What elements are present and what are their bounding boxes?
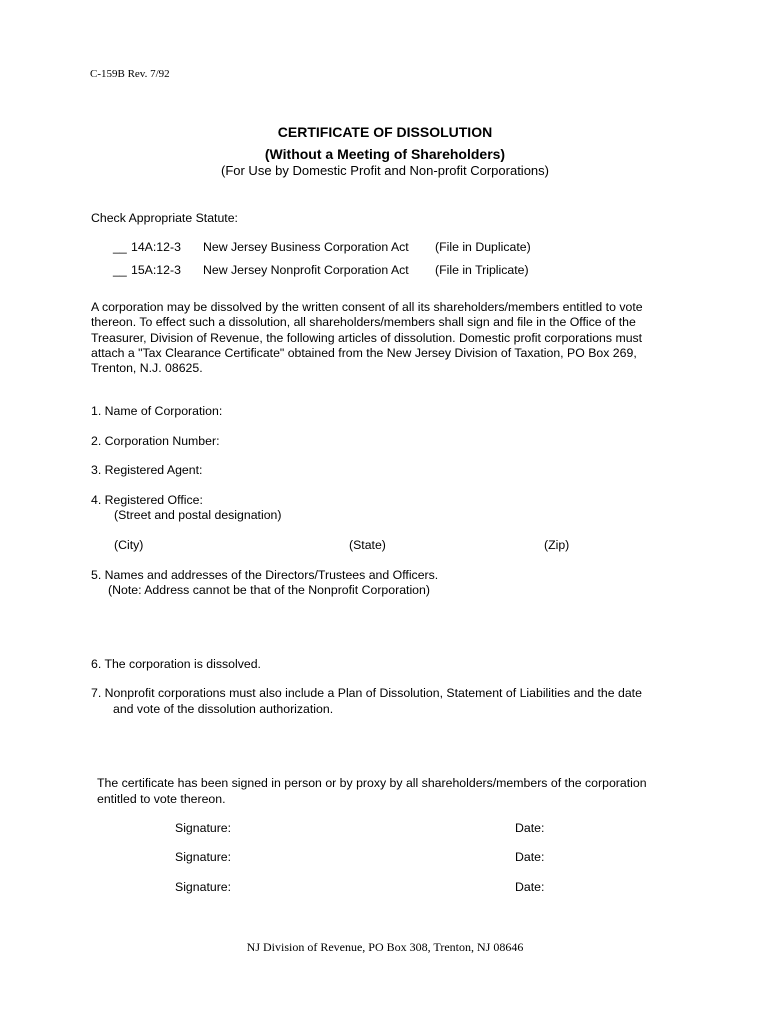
use-note: (For Use by Domestic Profit and Non-profit Corporations)	[220, 163, 549, 178]
signature-label-2: Signature:	[175, 850, 232, 864]
intro-line: Treasurer, Division of Revenue, the following articles of dissolution. Domestic profit corporations must	[91, 330, 643, 345]
intro-paragraph	[91, 300, 643, 376]
intro-line: attach a "Tax Clearance Certificate" obtained from the New Jersey Division of Taxation, PO Box 269,	[91, 345, 637, 360]
certification-line: The certificate has been signed in person or by proxy by all shareholders/members of the corporation	[97, 776, 647, 790]
statute-code: 14A:12-3	[131, 240, 181, 254]
statute-checkbox-blank[interactable]: __	[113, 240, 127, 254]
statute-filing: (File in Duplicate)	[435, 240, 531, 254]
intro-line: Trenton, N.J. 08625.	[91, 361, 203, 376]
statute-filing: (File in Triplicate)	[435, 263, 529, 277]
signature-label-1: Signature:	[175, 821, 232, 835]
document-title: CERTIFICATE OF DISSOLUTION	[277, 124, 493, 140]
item-nonprofit-plan: 7. Nonprofit corporations must also include a Plan of Dissolution, Statement of Liabilities and the date	[91, 686, 642, 700]
form-code: C-159B Rev. 7/92	[90, 68, 170, 80]
zip-label: (Zip)	[544, 538, 570, 552]
item-corporation-number: 2. Corporation Number:	[91, 434, 220, 448]
footer-address: NJ Division of Revenue, PO Box 308, Trenton, NJ 08646	[246, 940, 524, 954]
state-label: (State)	[349, 538, 386, 552]
document-subtitle: (Without a Meeting of Shareholders)	[264, 146, 506, 162]
intro-line: A corporation may be dissolved by the written consent of all its shareholders/members entitled to vote	[91, 300, 643, 314]
date-label-1: Date:	[515, 821, 545, 835]
statute-code: 15A:12-3	[131, 263, 181, 277]
signature-label-3: Signature:	[175, 880, 232, 894]
city-label: (City)	[114, 538, 144, 552]
item-directors-officers: 5. Names and addresses of the Directors/Trustees and Officers.	[91, 568, 439, 582]
registered-office-sub: (Street and postal designation)	[114, 508, 282, 522]
statute-checkbox-blank[interactable]: __	[113, 263, 127, 277]
certification-line: entitled to vote thereon.	[97, 792, 226, 806]
date-label-2: Date:	[515, 850, 545, 864]
item-dissolved: 6. The corporation is dissolved.	[91, 657, 261, 671]
directors-note: (Note: Address cannot be that of the Nonprofit Corporation)	[108, 583, 430, 597]
item-name-of-corporation: 1. Name of Corporation:	[91, 404, 223, 418]
intro-line: thereon. To effect such a dissolution, all shareholders/members shall sign and file in the Office of the	[91, 315, 636, 330]
item-registered-agent: 3. Registered Agent:	[91, 463, 203, 477]
statute-act: New Jersey Business Corporation Act	[203, 240, 409, 254]
statute-label: Check Appropriate Statute:	[91, 211, 238, 225]
item-registered-office: 4. Registered Office:	[91, 493, 203, 507]
statute-act: New Jersey Nonprofit Corporation Act	[203, 263, 409, 277]
date-label-3: Date:	[515, 880, 545, 894]
item-nonprofit-plan-cont: and vote of the dissolution authorization.	[113, 702, 334, 716]
